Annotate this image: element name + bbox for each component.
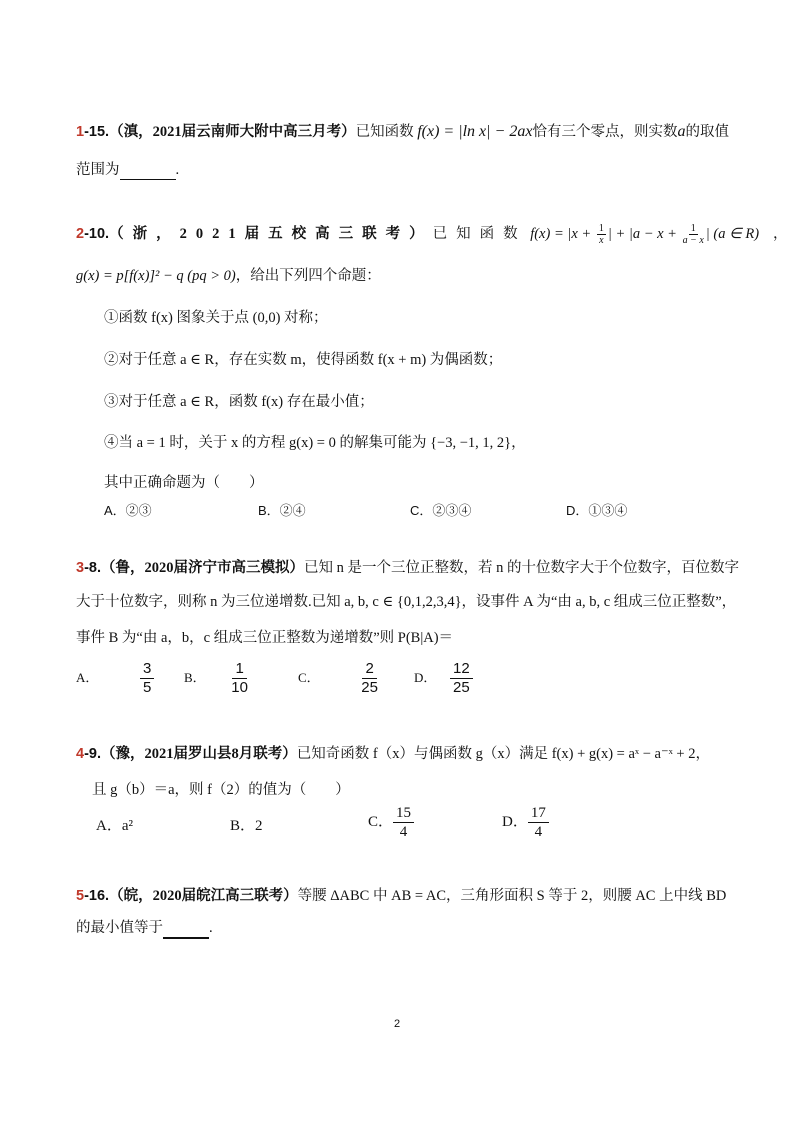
question-source: （皖，2020届皖江高三联考） [109, 888, 298, 904]
question-source: （浙，2021届五校高三联考） [109, 226, 433, 242]
answer-blank [163, 920, 209, 939]
function-expression: f(x) = |ln x| − 2ax [417, 123, 533, 140]
question-id: -8. [84, 560, 101, 576]
option-c: C． $\frac{15}{4}$ [368, 804, 414, 841]
option-b: B．2 [230, 818, 263, 834]
option-a: A． $\frac{3}{5}$ [76, 660, 154, 697]
question-number: 2 [76, 226, 85, 242]
question-id: -15. [84, 124, 110, 140]
question-number: 4 [76, 746, 85, 762]
proposition-4: ④当 a = 1 时，关于 x 的方程 g(x) = 0 的解集可能为 {−3, −1, 1, 2}， [104, 435, 526, 451]
question-source: （滇，2021届云南师大附中高三月考） [109, 124, 356, 140]
fraction: $\frac{1}{a - x}$ [682, 223, 704, 247]
option-c: C．②③④ [410, 503, 472, 518]
fraction: $\frac{15}{4}$ [393, 804, 414, 841]
question-2-line-1: 2-10.（浙，2021届五校高三联考）已知函数 f(x) = |x + $\frac{1}{x}$ | + |a − x + $\frac{1}{a - x}$ | (a ∈ R) ， [76, 223, 788, 247]
question-5-line-2: 的最小值等于 . [76, 916, 213, 939]
fraction: $\frac{17}{4}$ [528, 804, 549, 841]
question-source: （鲁，2020届济宁市高三模拟） [101, 560, 304, 576]
fraction: $\frac{3}{5}$ [140, 660, 154, 697]
answer-blank [120, 162, 176, 180]
question-source: （豫，2021届罗山县8月联考） [101, 746, 297, 762]
question-3-line-2: 大于十位数字，则称 n 为三位递增数.已知 a, b, c ∈ {0,1,2,3,4}，设事件 A 为“由 a, b, c 组成三位正整数”， [76, 594, 737, 610]
option-a: A．a² [96, 818, 133, 834]
fraction: $\frac{2}{25}$ [361, 660, 378, 696]
proposition-2: ②对于任意 a ∈ R，存在实数 m，使得函数 f(x + m) 为偶函数； [104, 352, 503, 368]
proposition-3: ③对于任意 a ∈ R，函数 f(x) 存在最小值； [104, 394, 374, 410]
option-d: D． $\frac{17}{4}$ [502, 804, 549, 841]
question-number: 1 [76, 124, 85, 140]
question-id: -9. [84, 746, 101, 762]
question-1-line-2: 范围为 . [76, 162, 180, 178]
question-id: -16. [84, 888, 110, 904]
fraction: $\frac{12}{25}$ [450, 660, 473, 697]
question-id: -10. [84, 226, 110, 242]
question-number: 3 [76, 560, 85, 576]
option-a: A．②③ [104, 503, 152, 518]
question-1-line-1: 1-15.（滇，2021届云南师大附中高三月考）已知函数 f(x) = |ln x| − 2ax恰有三个零点，则实数a的取值 [76, 123, 729, 140]
option-b: B． $\frac{1}{10}$ [184, 660, 248, 696]
page-number: 2 [393, 1018, 401, 1030]
question-2-line-2: g(x) = p[f(x)]² − q (pq > 0)，给出下列四个命题： [76, 268, 381, 284]
option-c: C． $\frac{2}{25}$ [298, 660, 378, 696]
question-4-line-1: 4-9.（豫，2021届罗山县8月联考）已知奇函数 f（x）与偶函数 g（x）满足 f(x) + g(x) = aˣ − a⁻ˣ + 2， [76, 746, 710, 762]
question-number: 5 [76, 888, 85, 904]
option-d: D．①③④ [566, 503, 628, 518]
proposition-1: ①函数 f(x) 图象关于点 (0,0) 对称； [104, 310, 328, 326]
question-3-line-1: 3-8.（鲁，2020届济宁市高三模拟）已知 n 是一个三位正整数，若 n 的十位数字大于个位数字，百位数字 [76, 560, 739, 576]
fraction: $\frac{1}{10}$ [231, 660, 248, 696]
question-4-line-2: 且 g（b）＝a，则 f（2）的值为（ ） [92, 782, 350, 798]
question-2-prompt: 其中正确命题为（ ） [104, 475, 264, 491]
question-3-line-3: 事件 B 为“由 a，b，c 组成三位正整数为递增数”则 P(B|A)＝ [76, 630, 454, 646]
option-b: B．②④ [258, 503, 306, 518]
g-function-expression: g(x) = p[f(x)]² − q (pq > 0) [76, 268, 236, 284]
option-d: D． $\frac{12}{25}$ [414, 660, 473, 697]
question-5-line-1: 5-16.（皖，2020届皖江高三联考）等腰 ΔABC 中 AB = AC，三角形面积 S 等于 2，则腰 AC 上中线 BD [76, 888, 727, 904]
fraction: $\frac{1}{x}$ [598, 223, 604, 247]
